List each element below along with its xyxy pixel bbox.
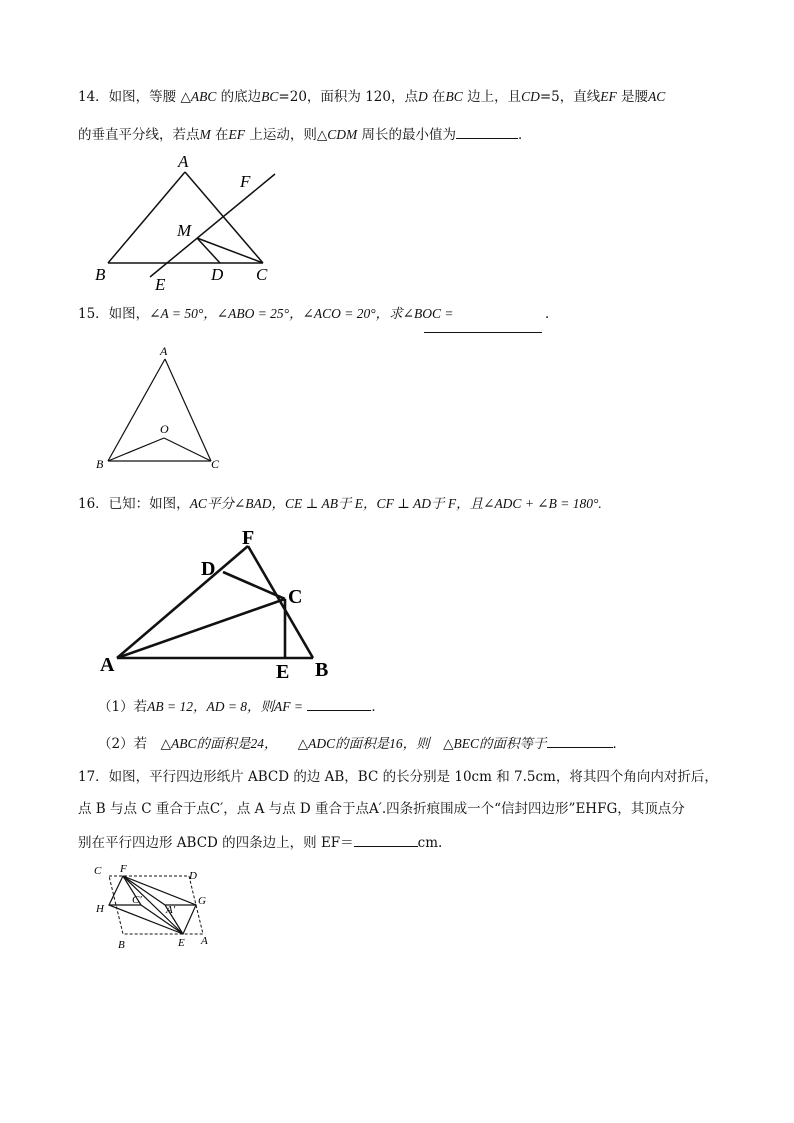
q16-label-f: F <box>242 527 255 549</box>
q14-label-d: D <box>211 265 224 284</box>
q15-line: 15．如图，∠A = 50°，∠ABO = 25°，∠ACO = 20°，求∠BOC = <box>78 306 454 322</box>
q17-label-c: C <box>94 865 102 877</box>
q16-side-af <box>117 546 248 658</box>
q16-label-c: C <box>288 586 303 608</box>
q17-label-e: E <box>178 937 185 949</box>
q14-line2: 的垂直平分线，若点M 在EF 上运动，则△CDM 周长的最小值为 ． <box>78 124 532 144</box>
q16-label-a: A <box>100 654 115 676</box>
q14-answer-blank[interactable] <box>456 124 518 139</box>
q15-label-a: A <box>160 344 168 358</box>
q16-side-fb <box>248 546 313 658</box>
q17-label-b: B <box>118 939 125 951</box>
q16-label-d: D <box>201 558 216 580</box>
q16-sub2-answer-blank[interactable] <box>547 733 613 748</box>
q15-figure <box>90 340 230 475</box>
q15-label-o: O <box>160 422 169 436</box>
q14-line-ef <box>150 174 275 277</box>
q14-side-ab <box>108 172 185 263</box>
q15-end: ． <box>545 306 559 322</box>
q14-line1: 14．如图，等腰 △ABC 的底边BC=20，面积为 120，点D 在BC 边上，且CD=5，直线EF 是腰AC <box>78 89 666 105</box>
q15-label-b: B <box>96 457 104 471</box>
q17-figure <box>85 860 225 952</box>
q14-label-e: E <box>155 275 166 294</box>
q15-segment-oc <box>164 438 211 461</box>
q17-line2: 点 B 与点 C 重合于点C′，点 A 与点 D 重合于点A′.四条折痕围成一个“信封四边形”EHFG，其顶点分 <box>78 801 685 817</box>
q14-side-ac <box>185 172 263 263</box>
q14-label-f: F <box>240 172 251 191</box>
q16-label-b: B <box>315 659 329 681</box>
q16-figure <box>95 525 345 690</box>
q16-sub1: （1）若AB = 12，AD = 8，则AF = ． <box>98 696 385 716</box>
q14-label-m: M <box>177 221 192 240</box>
q17-line1: 17．如图，平行四边形纸片 ABCD 的边 AB，BC 的长分别是 10cm 和 7.5cm，将其四个角向内对折后， <box>78 769 718 785</box>
q15-answer-blank[interactable] <box>424 318 542 333</box>
q17-label-cprime: C′ <box>132 894 142 906</box>
q17-label-f: F <box>120 863 127 875</box>
q17-label-g: G <box>198 895 206 907</box>
q17-label-h: H <box>96 903 104 915</box>
q15-side-ac <box>165 359 211 461</box>
q16-sub1-answer-blank[interactable] <box>307 696 371 711</box>
q17-line3: 别在平行四边形 ABCD 的四条边上，则 EF＝ cm. <box>78 832 442 852</box>
q16-label-e: E <box>276 661 290 683</box>
q16-segment-dc <box>223 572 285 599</box>
q16-segment-ac <box>117 599 285 658</box>
q14-figure <box>85 150 285 295</box>
q16-line: 16．已知：如图，AC平分∠BAD，CE ⊥ AB于 E，CF ⊥ AD于 F，且∠ADC + ∠B = 180°. <box>78 496 602 512</box>
q15-label-c: C <box>211 457 220 471</box>
q15-side-ab <box>108 359 165 461</box>
q14-label-b: B <box>95 265 106 284</box>
q16-sub2: （2）若 △ABC的面积是24， △ADC的面积是16，则 △BEC的面积等于 ． <box>98 733 626 753</box>
q15-segment-ob <box>108 438 164 461</box>
q17-answer-blank[interactable] <box>354 832 418 847</box>
q14-label-a: A <box>178 152 189 171</box>
q14-label-c: C <box>256 265 268 284</box>
q17-label-aprime: A′ <box>166 904 176 916</box>
q17-label-a: A <box>201 935 208 947</box>
q17-label-d: D <box>189 870 197 882</box>
